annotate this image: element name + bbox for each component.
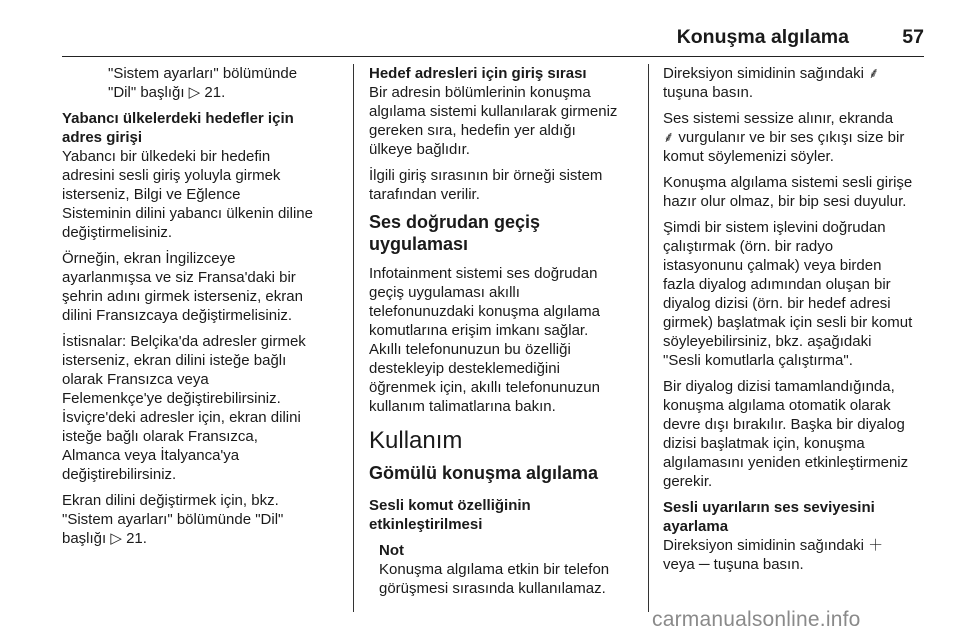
column-right [663, 64, 929, 581]
watermark: carmanualsonline.info [652, 608, 861, 631]
heading-input-sequence: Hedef adresleri için giriş sırası [369, 65, 587, 82]
cross-reference-paragraph: "Sistem ayarları" bölümünde "Dil" başlığı ▷ 21. [108, 65, 298, 101]
paragraph: Örneğin, ekran İngilizceye ayarlanmışsa ve siz Fransa'daki bir şehrin adını girmek isterseniz, ekran dilini Fransızcaya değiştirmelisiniz. [62, 250, 303, 324]
heading-foreign-destination: Yabancı ülkelerdeki hedefler için adres girişi [62, 110, 294, 146]
heading-embedded-recognition: Gömülü konuşma algılama [369, 463, 599, 483]
heading-voice-passthrough: Ses doğrudan geçiş uygulaması [369, 212, 541, 254]
paragraph: Şimdi bir sistem işlevini doğrudan çalıştırmak (örn. bir radyo istasyonunu çalmak) veya birden fazla diyalog adımından oluşan bir diyalog dizisi (örn. bir hedef adresi girmek) başlatmak için sesli bir komut söyleyebilirsiniz, bkz. aşağıdaki "Sesli komutlarla çalıştırma". [663, 219, 913, 369]
paragraph: Infotainment sistemi ses doğrudan geçiş uygulaması akıllı telefonunuzdaki konuşma algılama komutlarına erişim imkanı sağlar. Akıllı telefonunuzun bu özelliği destekleyip desteklemediğini öğrenmek için, akıllı telefonunuzun kullanım talimatlarına bakın. [369, 265, 600, 415]
paragraph: Direksiyon simidinin sağındaki ⸙ tuşuna basın. [663, 65, 880, 101]
heading-activate-voice: Sesli komut özelliğinin etkinleştirilmesi [369, 497, 531, 533]
column-middle [369, 64, 633, 598]
paragraph: Ses sistemi sessize alınır, ekranda ⸙ vurgulanır ve bir ses çıkışı size bir komut söylemenizi söyler. [663, 110, 905, 165]
paragraph: İlgili giriş sırasının bir örneği sistem tarafından verilir. [369, 167, 603, 203]
column-divider [648, 64, 649, 612]
page-header [62, 22, 924, 57]
paragraph: Konuşma algılama sistemi sesli girişe hazır olur olmaz, bir bip sesi duyulur. [663, 174, 913, 210]
page-title: Konuşma algılama [676, 26, 849, 48]
column-divider [353, 64, 354, 612]
paragraph: İstisnalar: Belçika'da adresler girmek isterseniz, ekran dilini isteğe bağlı olarak Fransızca veya Felemenkçe'ye değiştirebilirsiniz. İsviçre'deki adresler için, ekran dilini isteğe bağlı olarak Fransızca, Almanca veya İtalyanca'ya değiştirebilirsiniz. [62, 333, 306, 483]
note-box: Not Konuşma algılama etkin bir telefon görüşmesi sırasında kullanılamaz. [369, 541, 633, 598]
heading-volume-adjust: Sesli uyarıların ses seviyesini ayarlama [663, 499, 875, 535]
column-left [62, 64, 342, 555]
paragraph: Bir adresin bölümlerinin konuşma algılama sistemi kullanılarak girmeniz gereken sıra, hedefin yer aldığı ülkeye bağlıdır. [369, 84, 618, 158]
heading-usage: Kullanım [369, 427, 463, 454]
paragraph: Ekran dilini değiştirmek için, bkz. "Sistem ayarları" bölümünde "Dil" başlığı ▷ 21. [62, 492, 284, 547]
paragraph: Yabancı bir ülkedeki bir hedefin adresini sesli giriş yoluyla girmek isterseniz, Bilgi ve Eğlence Sisteminin dilini yabancı ülkenin diline değiştirmelisiniz. [62, 148, 313, 241]
note-label: Not [379, 542, 404, 559]
paragraph: Bir diyalog dizisi tamamlandığında, konuşma algılama otomatik olarak devre dışı bırakılır. Başka bir diyalog dizisi başlatmak için, konuşma algılamasını yeniden etkinleştirmeniz gerekir. [663, 378, 909, 490]
page-number: 57 [902, 26, 924, 48]
paragraph: Direksiyon simidinin sağındaki ＋ veya ─ tuşuna basın. [663, 537, 884, 573]
